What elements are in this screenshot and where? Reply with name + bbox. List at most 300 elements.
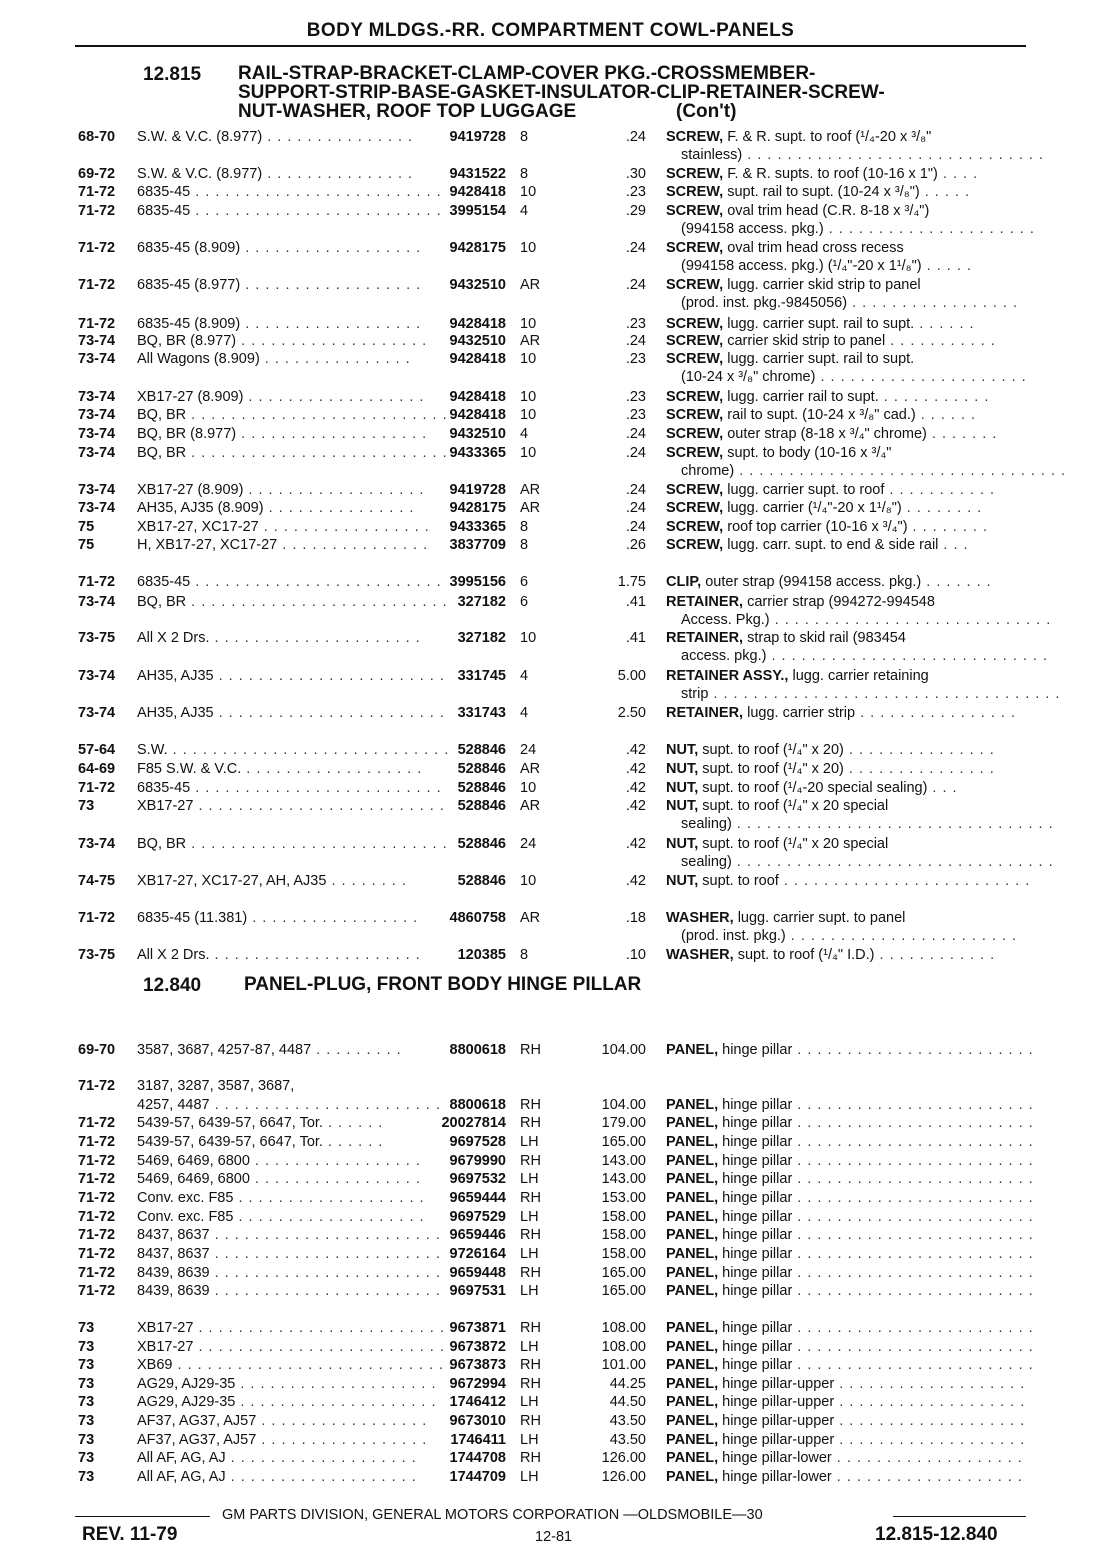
model-applicability	[137, 277, 421, 293]
continuation-text: chrome)	[681, 463, 735, 479]
leader-dots: . . . . . . . . . . . . . . . . . . . . . . . . . . . . . . . . .	[734, 463, 1067, 479]
leader-dots: . . .	[938, 537, 969, 553]
part-number: 1746412	[449, 1394, 506, 1410]
model-year: 73	[78, 1376, 95, 1392]
description-continuation	[681, 147, 1044, 163]
description-text: lugg. carrier supt. rail to supt.	[727, 351, 915, 367]
description-text: supt. to roof (¹/₄-20 special sealing)	[702, 780, 928, 796]
leader-dots: . . . . . . . . . . .	[884, 482, 996, 498]
part-description	[666, 1115, 1034, 1131]
part-name: SCREW,	[666, 482, 724, 498]
model-year: 73-74	[78, 389, 116, 405]
model-year: 71-72	[78, 780, 116, 796]
section-title-line-1: RAIL-STRAP-BRACKET-CLAMP-COVER PKG.-CROSSMEMBER-	[238, 63, 816, 84]
price: 158.00	[601, 1227, 646, 1243]
table-row	[0, 1246, 1111, 1264]
quantity: RH	[520, 1227, 541, 1243]
part-name: SCREW,	[666, 166, 724, 182]
quantity: RH	[520, 1320, 541, 1336]
table-row	[0, 519, 1111, 537]
part-description	[666, 1413, 1025, 1429]
table-row	[0, 1450, 1111, 1468]
model-year: 73-74	[78, 333, 116, 349]
price: 153.00	[601, 1190, 646, 1206]
description-text: lugg. carrier supt. to roof	[727, 482, 885, 498]
price: .24	[625, 519, 646, 535]
part-number: 9673872	[449, 1339, 506, 1355]
description-text: supt. to roof (¹/₄" I.D.)	[737, 947, 875, 963]
model-text: 6835-45 (8.977)	[137, 277, 241, 293]
leader-dots: . . . . . . . . . . . . . . . . . . . . . . . .	[792, 1357, 1034, 1373]
leader-dots: . . . . .	[919, 184, 971, 200]
table-row	[0, 1209, 1111, 1227]
description-text: hinge pillar	[722, 1171, 793, 1187]
footer-revision: REV. 11-79	[82, 1524, 178, 1545]
model-applicability	[137, 873, 407, 889]
continuation-text: (prod. inst. pkg.)	[681, 928, 786, 944]
leader-dots: . . . . . . . . . . . . . . . . . . . . . . . . . .	[186, 407, 448, 423]
leader-dots: . . . . . . . . . . . . . . . . . . . . . . . .	[792, 1283, 1034, 1299]
table-row	[0, 1469, 1111, 1487]
continuation-text: sealing)	[681, 854, 732, 870]
model-text: 6835-45	[137, 574, 191, 590]
model-applicability	[137, 537, 428, 553]
table-row	[0, 333, 1111, 351]
table-row	[0, 426, 1111, 444]
quantity: 10	[520, 780, 537, 796]
leader-dots: . . . . . . . . . . . . . . . . .	[249, 1153, 421, 1169]
model-applicability	[137, 389, 424, 405]
quantity: RH	[520, 1153, 541, 1169]
model-year: 71-72	[78, 1134, 116, 1150]
section-number: 12.840	[143, 975, 202, 996]
model-text: 6835-45	[137, 780, 191, 796]
quantity: RH	[520, 1357, 541, 1373]
model-applicability	[137, 1227, 441, 1243]
part-name: PANEL,	[666, 1246, 719, 1262]
part-number: 9726164	[449, 1246, 506, 1262]
model-year: 73-74	[78, 351, 116, 367]
part-description	[666, 129, 931, 145]
quantity: LH	[520, 1283, 539, 1299]
model-applicability	[137, 1320, 445, 1336]
section-number: 12.815	[143, 64, 202, 85]
table-row	[0, 1190, 1111, 1208]
leader-dots: . . . . . . . . . . . . . . . . . . . . . . .	[209, 1227, 441, 1243]
leader-dots: . . . . . . . . . . . . . . . . . . . . . . . .	[792, 1339, 1034, 1355]
part-number: 9432510	[449, 333, 506, 349]
leader-dots: . . . . . . . . . . . . . . . . . . . . . . . . . . . . . . . . . . .	[708, 686, 1061, 702]
part-number: 9433365	[449, 519, 506, 535]
part-name: SCREW,	[666, 426, 724, 442]
part-number: 331743	[457, 705, 506, 721]
part-description	[666, 277, 921, 293]
model-year: 57-64	[78, 742, 116, 758]
footer-publisher: GM PARTS DIVISION, GENERAL MOTORS CORPORATION —OLDSMOBILE—30	[222, 1507, 763, 1523]
price: 43.50	[609, 1413, 646, 1429]
leader-dots: . . . . . . . . . . . . . . . . .	[847, 295, 1019, 311]
model-text: XB17-27, XC17-27	[137, 519, 259, 535]
part-number: 1744708	[449, 1450, 506, 1466]
model-year: 71-72	[78, 240, 116, 256]
part-number: 528846	[457, 798, 506, 814]
section-title-line-3: NUT-WASHER, ROOF TOP LUGGAGE	[238, 101, 577, 122]
part-name: PANEL,	[666, 1190, 719, 1206]
table-row	[0, 630, 1111, 648]
price: .30	[625, 166, 646, 182]
leader-dots: . . . . . . . . . . . . . . . . . . . .	[235, 1394, 437, 1410]
part-number: 9673871	[449, 1320, 506, 1336]
description-text: hinge pillar	[722, 1265, 793, 1281]
part-name: SCREW,	[666, 407, 724, 423]
part-number: 20027814	[441, 1115, 506, 1131]
part-number: 9428418	[449, 389, 506, 405]
part-name: RETAINER,	[666, 630, 744, 646]
model-text: 5439-57, 6439-57, 6647, Tor.	[137, 1134, 323, 1150]
part-description	[666, 1394, 1025, 1410]
leader-dots: . . . . . . . . . . . . . . . . . . . . . . . . . . . . . . . .	[731, 816, 1054, 832]
price: 158.00	[601, 1246, 646, 1262]
model-text: BQ, BR	[137, 407, 187, 423]
description-text: hinge pillar-lower	[722, 1469, 832, 1485]
table-row	[0, 1265, 1111, 1283]
price: .42	[625, 873, 646, 889]
quantity: 24	[520, 836, 537, 852]
part-number: 9432510	[449, 426, 506, 442]
description-text: oval trim head (C.R. 8-18 x ³/₄")	[727, 203, 930, 219]
leader-dots: . . . . . . . . . . . . . . . . .	[256, 1432, 428, 1448]
part-description	[666, 1153, 1034, 1169]
description-text: rail to supt. (10-24 x ³/₈" cad.)	[727, 407, 916, 423]
leader-dots: . . . . . . . . . . . . . . . . . . . . . . . . . . . .	[769, 612, 1052, 628]
leader-dots: . . . . . . . . . . . . . . . . . . . . . . . . .	[190, 780, 442, 796]
model-year: 71-72	[78, 1115, 116, 1131]
section-title-line-2: SUPPORT-STRIP-BASE-GASKET-INSULATOR-CLIP-RETAINER-SCREW-	[238, 82, 885, 103]
description-text: carrier skid strip to panel	[727, 333, 886, 349]
table-row	[0, 798, 1111, 816]
part-number: 9673010	[449, 1413, 506, 1429]
model-year: 71-72	[78, 1246, 116, 1262]
quantity: LH	[520, 1394, 539, 1410]
part-name: SCREW,	[666, 519, 724, 535]
description-continuation	[681, 221, 1035, 237]
leader-dots: . . . . . . . .	[907, 519, 988, 535]
table-row	[0, 1283, 1111, 1301]
price: .24	[625, 129, 646, 145]
part-name: NUT,	[666, 798, 699, 814]
part-name: PANEL,	[666, 1153, 719, 1169]
part-number: 1744709	[449, 1469, 506, 1485]
part-number: 9428175	[449, 240, 506, 256]
leader-dots: . . . . . . . . . . . . . . .	[259, 351, 411, 367]
model-year: 75	[78, 519, 95, 535]
quantity: LH	[520, 1469, 539, 1485]
part-number: 9679990	[449, 1153, 506, 1169]
model-year: 71-72	[78, 184, 116, 200]
leader-dots: . . . . . . . . . . . . . . . . .	[258, 519, 430, 535]
model-applicability	[137, 742, 449, 758]
continuation-text: access. pkg.)	[681, 648, 767, 664]
leader-dots: . . . . . . . . . . . . . . . . . . .	[834, 1413, 1026, 1429]
price: .42	[625, 836, 646, 852]
leader-dots: . . . . . . . . . . . . . . . . . .	[243, 389, 425, 405]
part-description	[666, 166, 978, 182]
part-name: WASHER,	[666, 910, 734, 926]
leader-dots: . . . . . . . . . . . . . . . . . . .	[236, 426, 428, 442]
description-text: lugg. carrier strip	[747, 705, 856, 721]
model-year: 71-72	[78, 203, 116, 219]
table-row	[0, 1115, 1111, 1133]
table-row	[0, 1394, 1111, 1412]
model-text: 8437, 8637	[137, 1246, 210, 1262]
part-description	[666, 705, 1016, 721]
part-description	[666, 1450, 1023, 1466]
leader-dots: . . . . . . . . . . . . . . . . . . . . . . . . . .	[186, 445, 448, 461]
table-row	[0, 910, 1111, 928]
part-name: PANEL,	[666, 1097, 719, 1113]
price: .23	[625, 389, 646, 405]
price: .41	[625, 594, 646, 610]
part-name: PANEL,	[666, 1394, 719, 1410]
part-description	[666, 1376, 1025, 1392]
table-row	[0, 389, 1111, 407]
model-applicability	[137, 316, 421, 332]
description-text: carrier strap (994272-994548	[747, 594, 935, 610]
model-text: 6835-45	[137, 203, 191, 219]
model-applicability	[137, 910, 418, 926]
model-applicability	[137, 1134, 383, 1150]
description-text: hinge pillar	[722, 1357, 793, 1373]
model-applicability	[137, 1265, 441, 1281]
price: .24	[625, 482, 646, 498]
leader-dots: . . . .	[937, 166, 979, 182]
leader-dots: . . . . . . . . . . . . . . . . . . . . . . . . . . . . . .	[742, 147, 1044, 163]
leader-dots: . . . . . . . . . . . . . . . . . . . . . . .	[213, 705, 445, 721]
model-text: All AF, AG, AJ	[137, 1450, 226, 1466]
part-name: SCREW,	[666, 445, 724, 461]
continuation-text: stainless)	[681, 147, 743, 163]
table-row	[0, 1357, 1111, 1375]
part-number: 9433365	[449, 445, 506, 461]
model-applicability	[137, 519, 430, 535]
model-year: 71-72	[78, 574, 116, 590]
part-description	[666, 389, 989, 405]
description-text: hinge pillar	[722, 1153, 793, 1169]
table-row	[0, 594, 1111, 612]
leader-dots: . . . . . . . . . . . . . . .	[262, 166, 414, 182]
quantity: AR	[520, 482, 541, 498]
table-row	[0, 947, 1111, 965]
part-description	[666, 240, 904, 256]
part-name: NUT,	[666, 780, 699, 796]
model-applicability	[137, 333, 427, 349]
leader-dots: . . . . . . . . . . . . . . . . . . . . . . . . .	[778, 873, 1031, 889]
part-description	[666, 203, 929, 219]
leader-dots: . . . . .	[921, 258, 972, 274]
model-text: S.W.	[137, 742, 168, 758]
price: .42	[625, 742, 646, 758]
part-number: 327182	[457, 630, 506, 646]
model-year: 73	[78, 798, 95, 814]
model-text: XB17-27 (8.909)	[137, 389, 244, 405]
part-name: SCREW,	[666, 389, 724, 405]
leader-dots: . . . . . .	[322, 1115, 384, 1131]
part-description	[666, 482, 995, 498]
model-text: Conv. exc. F85	[137, 1190, 234, 1206]
price: 43.50	[609, 1432, 646, 1448]
footer-rule-right	[893, 1516, 1026, 1517]
leader-dots: . . . . . . . . . . . . . . . . . . .	[831, 1450, 1023, 1466]
quantity: 8	[520, 166, 529, 182]
section-title: PANEL-PLUG, FRONT BODY HINGE PILLAR	[244, 974, 642, 995]
part-name: PANEL,	[666, 1450, 719, 1466]
quantity: RH	[520, 1265, 541, 1281]
quantity: 6	[520, 574, 529, 590]
leader-dots: . . . . . . . . . . .	[885, 333, 996, 349]
price: 158.00	[601, 1209, 646, 1225]
model-text: AH35, AJ35 (8.909)	[137, 500, 264, 516]
page-header-title: BODY MLDGS.-RR. COMPARTMENT COWL-PANELS	[306, 20, 795, 41]
model-applicability	[137, 1394, 437, 1410]
quantity: 10	[520, 240, 537, 256]
model-year: 71-72	[78, 1227, 116, 1243]
description-text: F. & R. supts. to roof (10-16 x 1")	[727, 166, 938, 182]
quantity: LH	[520, 1171, 539, 1187]
part-number: 9659444	[449, 1190, 506, 1206]
model-year: 71-72	[78, 1078, 116, 1094]
model-applicability	[137, 1115, 383, 1131]
price: .18	[625, 910, 646, 926]
model-applicability	[137, 129, 413, 145]
model-text: 4257, 4487	[137, 1097, 210, 1113]
part-description	[666, 574, 992, 590]
model-text: 3587, 3687, 4257-87, 4487	[137, 1042, 312, 1058]
description-text: lugg. carrier retaining	[792, 668, 929, 684]
model-year: 73	[78, 1469, 95, 1485]
description-text: supt. to roof (¹/₄" x 20)	[702, 742, 844, 758]
part-name: PANEL,	[666, 1432, 719, 1448]
model-text: BQ, BR	[137, 836, 187, 852]
leader-dots: . . . . . . . . . . . . . . . . . . . . . . . .	[792, 1134, 1034, 1150]
leader-dots: . . . . . . . . . . . . . . . . . . . . . . . .	[792, 1227, 1034, 1243]
part-number: 9697529	[449, 1209, 506, 1225]
model-text: S.W. & V.C. (8.977)	[137, 129, 263, 145]
model-applicability	[137, 351, 411, 367]
model-applicability	[137, 947, 421, 963]
model-year: 73-74	[78, 445, 116, 461]
model-text: BQ, BR (8.977)	[137, 426, 237, 442]
model-year: 71-72	[78, 910, 116, 926]
part-name: NUT,	[666, 742, 699, 758]
description-continuation	[681, 369, 1027, 385]
leader-dots: . . . . . . . . . . . . . . . . . .	[240, 316, 422, 332]
leader-dots: . . . . . . . . . . . . . . .	[262, 129, 414, 145]
part-description	[666, 445, 891, 461]
part-description	[666, 1357, 1034, 1373]
price: 126.00	[601, 1469, 646, 1485]
leader-dots: . . . . . . . . . . . . . . . . . . . . . . . . . . . . . . . .	[731, 854, 1054, 870]
part-name: SCREW,	[666, 277, 724, 293]
part-name: PANEL,	[666, 1376, 719, 1392]
leader-dots: . . . . . . . .	[901, 500, 983, 516]
leader-dots: . . . . . . . . . . . . . . . . . . . . . . . .	[792, 1115, 1034, 1131]
part-number: 3837709	[449, 537, 506, 553]
leader-dots: . . . . . . . . . . . . . . .	[843, 742, 995, 758]
leader-dots: . . . . . . . . . . . . . . . . . . . . . . . . . . . .	[172, 1357, 455, 1373]
part-description	[666, 1134, 1034, 1150]
price: 143.00	[601, 1171, 646, 1187]
quantity: RH	[520, 1097, 541, 1113]
leader-dots: . . . . . . .	[926, 426, 998, 442]
model-year: 73-74	[78, 668, 116, 684]
model-year: 73-74	[78, 482, 116, 498]
model-applicability	[137, 1450, 417, 1466]
part-name: PANEL,	[666, 1413, 719, 1429]
model-year: 71-72	[78, 1209, 116, 1225]
model-text: 8439, 8639	[137, 1265, 210, 1281]
table-row	[0, 1078, 1111, 1096]
model-applicability	[137, 1171, 421, 1187]
model-applicability	[137, 1097, 441, 1113]
leader-dots: . . . . . . . . . . . . . . . . . .	[240, 277, 422, 293]
description-continuation	[681, 854, 1054, 870]
model-year: 73-74	[78, 594, 116, 610]
model-applicability	[137, 407, 448, 423]
leader-dots: . . . . . . . . . . . . . . . . . .	[241, 761, 423, 777]
quantity: 4	[520, 203, 529, 219]
model-applicability	[137, 426, 427, 442]
model-applicability	[137, 780, 442, 796]
description-text: lugg. carrier rail to supt.	[727, 389, 879, 405]
part-number: 8800618	[449, 1042, 506, 1058]
model-text: H, XB17-27, XC17-27	[137, 537, 278, 553]
model-applicability	[137, 1469, 417, 1485]
model-applicability	[137, 594, 448, 610]
table-row	[0, 668, 1111, 686]
part-description	[666, 947, 995, 963]
model-text: All X 2 Drs.	[137, 630, 210, 646]
model-year: 69-70	[78, 1042, 116, 1058]
quantity: LH	[520, 1246, 539, 1262]
description-text: supt. rail to supt. (10-24 x ³/₈")	[727, 184, 920, 200]
table-row	[0, 1432, 1111, 1450]
part-name: PANEL,	[666, 1357, 719, 1373]
quantity: AR	[520, 910, 541, 926]
model-applicability	[137, 761, 422, 777]
quantity: 10	[520, 873, 537, 889]
leader-dots: . . . . . . . . . . . . . . . . . . . . . . .	[213, 668, 445, 684]
price: .23	[625, 316, 646, 332]
part-description	[666, 333, 996, 349]
model-applicability	[137, 482, 424, 498]
part-name: SCREW,	[666, 203, 724, 219]
table-row	[0, 277, 1111, 295]
price: .24	[625, 333, 646, 349]
description-text: hinge pillar-lower	[722, 1450, 832, 1466]
continuation-text: strip	[681, 686, 709, 702]
part-name: PANEL,	[666, 1265, 719, 1281]
part-description	[666, 1209, 1034, 1225]
price: 5.00	[617, 668, 646, 684]
continuation-text: sealing)	[681, 816, 732, 832]
leader-dots: . . . . . . . . . . . . . . . . . . . . . . .	[785, 928, 1018, 944]
description-text: hinge pillar	[722, 1227, 793, 1243]
part-description	[666, 798, 888, 814]
quantity: RH	[520, 1042, 541, 1058]
quantity: RH	[520, 1115, 541, 1131]
leader-dots: . . . . . . . . . . . . . . . . . . . . . . . . .	[193, 1320, 445, 1336]
part-name: NUT,	[666, 761, 699, 777]
